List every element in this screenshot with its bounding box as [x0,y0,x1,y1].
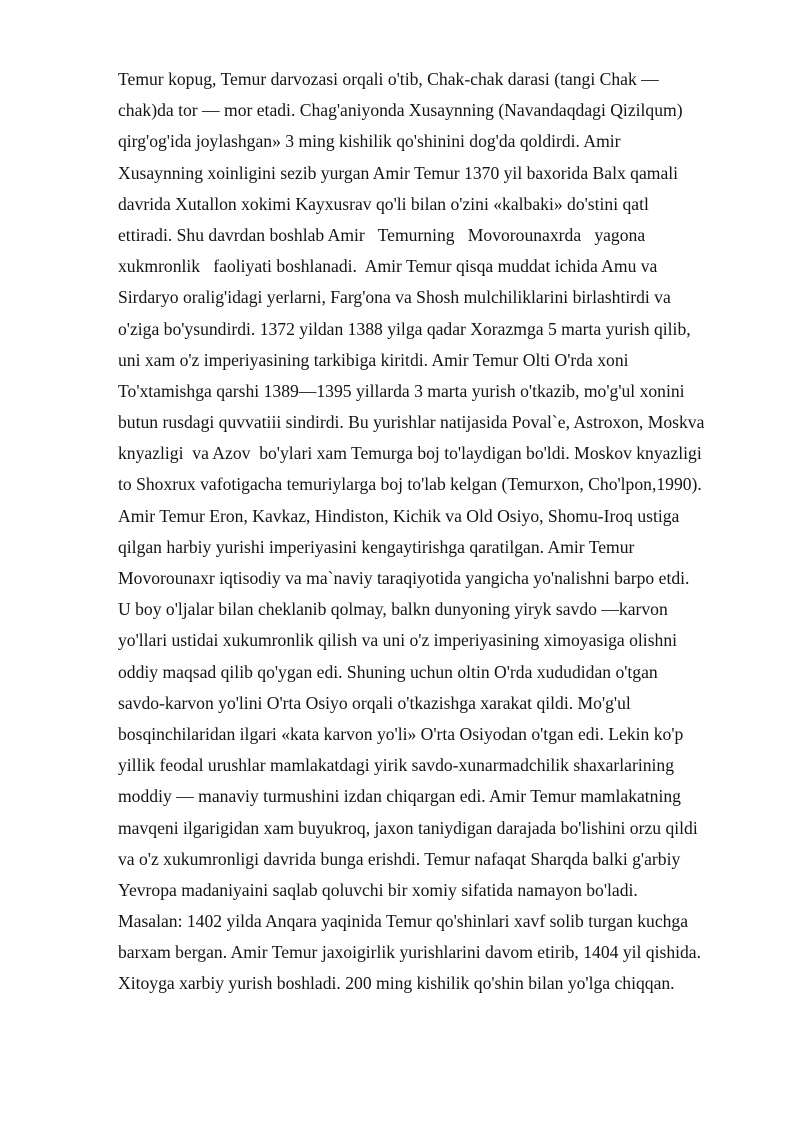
text-line: o'ziga bo'ysundirdi. 1372 yildan 1388 yilga qadar Xorazmga 5 marta yurish qilib, [118,318,691,339]
text-line: qilgan harbiy yurishi imperiyasini kengaytirishga qaratilgan. Amir Temur [118,536,635,557]
text-line: xukmronlik faoliyati boshlanadi. Amir Temur qisqa muddat ichida Amu va [118,256,658,277]
text-line: Sirdaryo oralig'idagi yerlarni, Farg'ona va Shosh mulchiliklarini birlashtirdi va [118,287,671,308]
text-line: barxam bergan. Amir Temur jaxoigirlik yurishlarini davom etirib, 1404 yil qishida. [118,942,702,963]
text-line: davrida Xutallon xokimi Kayxusrav qo'li bilan o'zini «kalbaki» do'stini qatl [118,193,649,214]
text-line: Masalan: 1402 yilda Anqara yaqinida Temur qo'shinlari xavf solib turgan kuchga [118,911,689,932]
text-line: To'xtamishga qarshi 1389—1395 yillarda 3 marta yurish o'tkazib, mo'g'ul xonini [118,380,685,401]
text-line: mavqeni ilgarigidan xam buyukroq, jaxon taniydigan darajada bo'lishini orzu qildi [118,817,698,838]
text-line: to Shoxrux vafotigacha temuriylarga boj to'lab kelgan (Temurxon, Cho'lpon,1990). [118,474,702,495]
text-line: uni xam o'z imperiyasining tarkibiga kiritdi. Amir Temur Olti O'rda xoni [118,349,629,370]
text-line: qirg'og'ida joylashgan» 3 ming kishilik qo'shinini dog'da qoldirdi. Amir [118,131,621,152]
text-line: chak)da tor — mor etadi. Chag'aniyonda Xusaynning (Navandaqdagi Qizilqum) [118,100,683,121]
text-line: ettiradi. Shu davrdan boshlab Amir Temurning Movorounaxrda yagona [118,224,646,245]
text-line: knyazligi va Azov bo'ylari xam Temurga boj to'laydigan bo'ldi. Moskov knyazligi [118,443,702,464]
text-line: Yevropa madaniyaini saqlab qoluvchi bir xomiy sifatida namayon bo'ladi. [118,879,638,900]
text-line: moddiy — manaviy turmushini izdan chiqargan edi. Amir Temur mamlakatning [118,786,681,807]
text-line: U boy o'ljalar bilan cheklanib qolmay, balkn dunyoning yiryk savdo —karvon [118,599,668,620]
text-line: bosqinchilaridan ilgari «kata karvon yo'li» O'rta Osiyodan o'tgan edi. Lekin ko'p [118,723,684,744]
text-line: butun rusdagi quvvatiii sindirdi. Bu yurishlar natijasida Poval`e, Astroxon, Moskva [118,412,705,433]
text-line: Xitoyga xarbiy yurish boshladi. 200 ming kishilik qo'shin bilan yo'lga chiqqan. [118,973,675,994]
text-line: yillik feodal urushlar mamlakatdagi yirik savdo-xunarmadchilik shaxarlarining [118,755,674,776]
text-line: oddiy maqsad qilib qo'ygan edi. Shuning uchun oltin O'rda xududidan o'tgan [118,661,658,682]
text-line: va o'z xukumronligi davrida bunga erishdi. Temur nafaqat Sharqda balki g'arbiy [118,848,681,869]
text-line: Movorounaxr iqtisodiy va ma`naviy taraqiyotida yangicha yo'nalishni barpo etdi. [118,568,690,588]
text-line: Temur kopug, Temur darvozasi orqali o'tib, Chak-chak darasi (tangi Chak — [118,69,659,89]
body-text [118,64,758,1000]
text-line: yo'llari ustidai xukumronlik qilish va uni o'z imperiyasining ximoyasiga olishni [118,630,678,651]
text-line: Amir Temur Eron, Kavkaz, Hindiston, Kichik va Old Osiyo, Shomu-Iroq ustiga [118,505,680,526]
text-line: Xusaynning xoinligini sezib yurgan Amir Temur 1370 yil baxorida Balx qamali [118,162,679,183]
text-line: savdo-karvon yo'lini O'rta Osiyo orqali o'tkazishga xarakat qildi. Mo'g'ul [118,692,631,713]
